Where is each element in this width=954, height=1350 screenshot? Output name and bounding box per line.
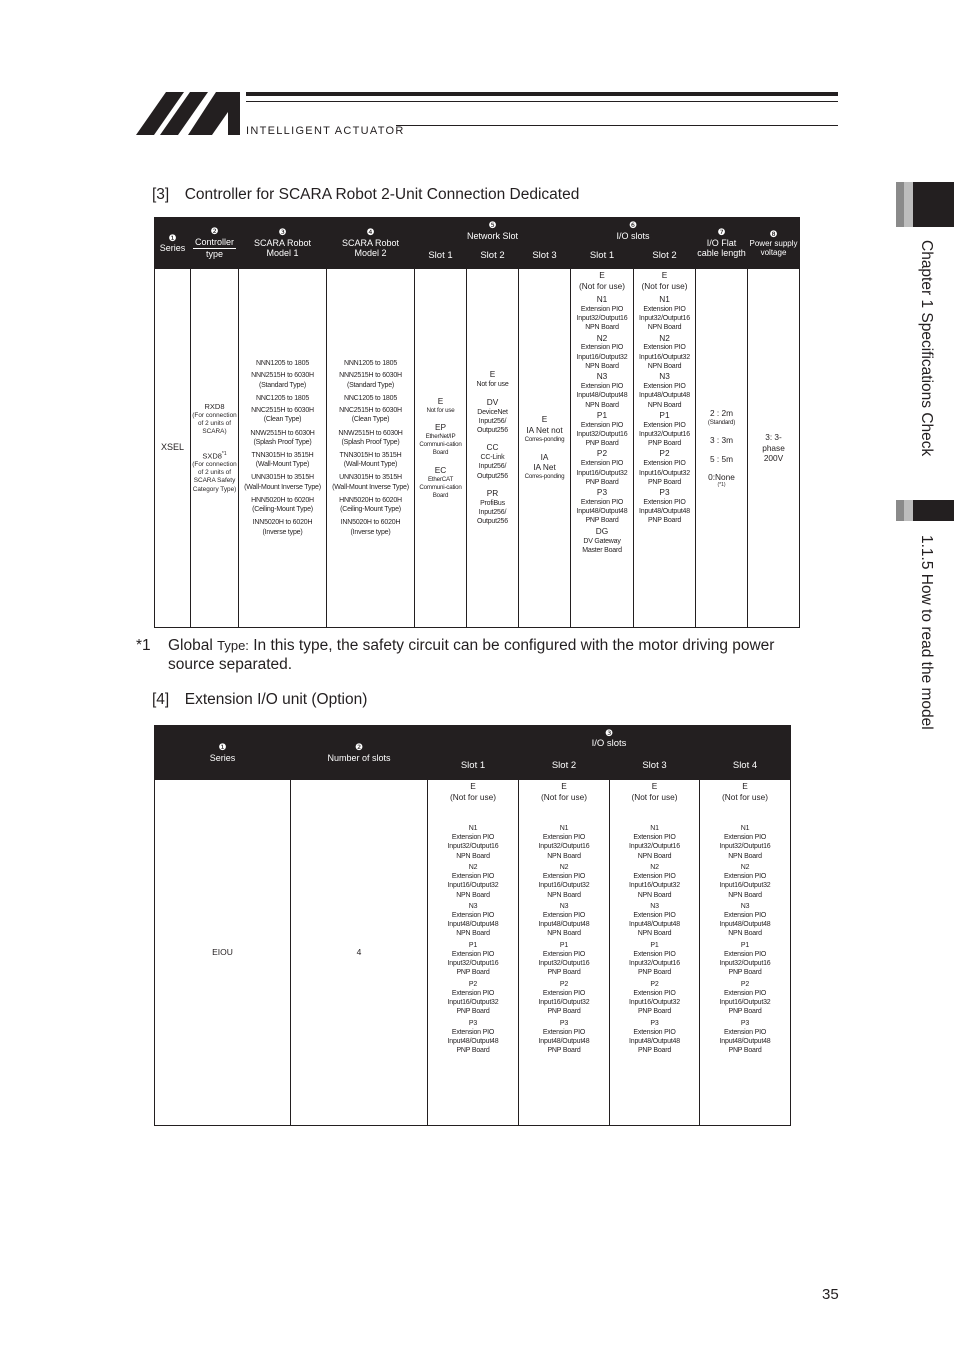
model1-option: NNN1205 to 1805	[255, 360, 310, 368]
io-option: DG DV Gateway Master Board	[582, 525, 622, 554]
io-option: P3 Extension PIO Input48/Output48 PNP Board	[576, 487, 628, 525]
section3-title: [3] Controller for SCARA Robot 2-Unit Connection Dedicated	[152, 186, 580, 203]
eiou-series-header: ❶ Series	[155, 726, 291, 780]
eiou-option: N1 Extension PIO Input32/Output16 NPN Board	[719, 824, 771, 860]
io-option: P2 Extension PIO Input16/Output32 PNP Board	[576, 448, 628, 486]
chapter-title: Chapter 1 Specifications Check	[918, 240, 935, 457]
chapter-tab	[896, 182, 954, 227]
eiou-option: N2 Extension PIO Input16/Output32 NPN Board	[629, 863, 680, 899]
eiou-slot2-header: Slot 2	[519, 753, 610, 780]
extension-io-table	[154, 725, 791, 1126]
network-option: EP EtherNet/IP Communi-cation Board	[419, 422, 462, 457]
io-option: E (Not for use)	[578, 270, 626, 291]
io-slot1-cell	[571, 269, 634, 628]
model2-option: INN5020H to 6020H (Inverse type)	[340, 519, 401, 536]
section-tab	[896, 500, 954, 521]
net-slot1-cell	[415, 269, 467, 628]
header-rule-mid	[246, 101, 838, 102]
eiou-option: P3 Extension PIO Input48/Output48 PNP Board	[629, 1019, 680, 1055]
series-header: ❶ Series	[155, 218, 191, 269]
model1-header: ❸ SCARA Robot Model 1	[239, 218, 327, 269]
voltage-cell: 3: 3-phase 200V	[748, 269, 800, 628]
io-option: N2 Extension PIO Input16/Output32 NPN Board	[576, 332, 628, 370]
eiou-option: E (Not for use)	[631, 781, 678, 802]
eiou-io-header: ❸ I/O slots	[428, 726, 791, 753]
eiou-option: E (Not for use)	[721, 781, 769, 802]
controller-type-header: ❷ Controller type	[191, 218, 239, 269]
logo-text: INTELLIGENT ACTUATOR	[246, 125, 405, 137]
network-option: PR ProfiBus Input256/ Output256	[477, 487, 508, 526]
cable-length-cell: 2 : 2m (Standard) 3 : 3m 5 : 5m 0:None (*1)	[696, 269, 748, 628]
io-option: P2 Extension PIO Input16/Output32 PNP Board	[639, 448, 690, 486]
model2-option: NNC2515H to 6030H (Clean Type)	[339, 407, 402, 424]
io-slot2-cell	[634, 269, 696, 628]
eiou-slot4-header: Slot 4	[700, 753, 791, 780]
eiou-option: N3 Extension PIO Input48/Output48 NPN Board	[538, 902, 590, 938]
controller-model-table	[154, 217, 800, 628]
eiou-option: N1 Extension PIO Input32/Output16 NPN Board	[447, 824, 499, 860]
eiou-option: P1 Extension PIO Input32/Output16 PNP Board	[538, 941, 590, 977]
eiou-option: E (Not for use)	[449, 781, 497, 802]
model1-option: HNN5020H to 6020H (Ceiling-Mount Type)	[251, 496, 314, 514]
eiou-option: P2 Extension PIO Input16/Output32 PNP Board	[629, 980, 680, 1016]
cable-length-header: ❼ I/O Flat cable length	[696, 218, 748, 269]
model1-option: NNC2515H to 6030H (Clean Type)	[251, 407, 314, 424]
eiou-slot1-cell	[428, 780, 519, 1126]
voltage-header: ❽ Power supply voltage	[748, 218, 800, 269]
header-rule-thick	[246, 92, 838, 96]
eiou-option: N2 Extension PIO Input16/Output32 NPN Board	[538, 863, 590, 899]
eiou-option: P2 Extension PIO Input16/Output32 PNP Board	[719, 980, 771, 1016]
io-option: E (Not for use)	[641, 270, 688, 291]
network-option: E Not for use	[426, 395, 455, 414]
eiou-option: P3 Extension PIO Input48/Output48 PNP Board	[538, 1019, 590, 1055]
io-option: P3 Extension PIO Input48/Output48 PNP Board	[639, 487, 690, 525]
eiou-slots-header: ❷ Number of slots	[291, 726, 428, 780]
eiou-option: P3 Extension PIO Input48/Output48 PNP Board	[447, 1019, 499, 1055]
model1-option: UNN3015H to 3515H (Wall-Mount Inverse Type)	[244, 474, 321, 491]
controller-type-cell: RXD8 (For connection of 2 units of SCARA) SXD8$^{*1}$ (For connection of 2 units of SCARA Safety Category Type)	[191, 269, 239, 628]
eiou-option: N3 Extension PIO Input48/Output48 NPN Board	[719, 902, 771, 938]
model1-option: NNN2515H to 6030H (Standard Type)	[251, 372, 314, 389]
model2-option: HNN5020H to 6020H (Ceiling-Mount Type)	[339, 496, 402, 514]
model2-option: UNN3015H to 3515H (Wall-Mount Inverse Type)	[332, 474, 409, 491]
eiou-option: N1 Extension PIO Input32/Output16 NPN Board	[538, 824, 590, 860]
eiou-slots-cell: 4	[291, 780, 428, 1126]
model2-option: NNW2515H to 6030H (Splash Proof Type)	[338, 429, 403, 446]
model1-option: TNN3015H to 3515H (Wall-Mount Type)	[251, 452, 314, 469]
network-option: EC EtherCAT Communi-cation Board	[419, 464, 462, 499]
net-slot2-header: Slot 2	[467, 244, 519, 269]
model2-option: NNC1205 to 1805	[343, 394, 398, 402]
io-slot2-header: Slot 2	[634, 244, 696, 269]
io-option: N2 Extension PIO Input16/Output32 NPN Board	[639, 332, 690, 370]
eiou-option: P2 Extension PIO Input16/Output32 PNP Board	[447, 980, 499, 1016]
eiou-option: P1 Extension PIO Input32/Output16 PNP Board	[629, 941, 680, 977]
model1-option: NNC1205 to 1805	[255, 394, 310, 402]
eiou-option: P1 Extension PIO Input32/Output16 PNP Board	[719, 941, 771, 977]
eiou-slot2-cell	[519, 780, 610, 1126]
eiou-option: N3 Extension PIO Input48/Output48 NPN Board	[447, 902, 499, 938]
eiou-slot3-cell	[610, 780, 700, 1126]
eiou-slot4-cell	[700, 780, 791, 1126]
page-number: 35	[822, 1286, 839, 1303]
eiou-option: N3 Extension PIO Input48/Output48 NPN Board	[629, 902, 680, 938]
io-option: N1 Extension PIO Input32/Output16 NPN Board	[576, 293, 628, 332]
net-slot3-cell: E IA Net not Corres-ponding IA IA Net Corres-ponding	[519, 269, 571, 628]
section-title: 1.1.5 How to read the model	[918, 535, 935, 730]
io-option: P1 Extension PIO Input32/Output16 PNP Board	[576, 409, 628, 448]
model2-option: TNN3015H to 3515H (Wall-Mount Type)	[339, 452, 402, 469]
model1-cell	[239, 269, 327, 628]
eiou-series-cell: EIOU	[155, 780, 291, 1126]
footnote-lead: Global	[168, 637, 213, 654]
io-option: N3 Extension PIO Input48/Output48 NPN Board	[639, 371, 690, 409]
net-slot2-cell	[467, 269, 519, 628]
footnote-type: Type:	[217, 638, 249, 653]
model2-option: NNN2515H to 6030H (Standard Type)	[339, 372, 402, 389]
model2-header: ❹ SCARA Robot Model 2	[327, 218, 415, 269]
section4-title: [4] Extension I/O unit (Option)	[152, 691, 368, 708]
footnote-mark: *1	[136, 637, 151, 654]
model1-option: INN5020H to 6020H (Inverse type)	[252, 519, 313, 536]
net-slot3-header: Slot 3	[519, 244, 571, 269]
net-slot1-header: Slot 1	[415, 244, 467, 269]
io-option: N3 Extension PIO Input48/Output48 NPN Board	[576, 371, 628, 409]
eiou-option: N2 Extension PIO Input16/Output32 NPN Board	[719, 863, 771, 899]
network-option: CC CC-Link Input256/ Output256	[477, 442, 508, 480]
io-option: P1 Extension PIO Input32/Output16 PNP Board	[639, 409, 690, 448]
eiou-option: N1 Extension PIO Input32/Output16 NPN Board	[629, 824, 680, 860]
model2-cell	[327, 269, 415, 628]
io-option: N1 Extension PIO Input32/Output16 NPN Board	[639, 293, 690, 332]
io-slots-header: ❻ I/O slots	[571, 218, 696, 244]
eiou-option: P2 Extension PIO Input16/Output32 PNP Board	[538, 980, 590, 1016]
network-option: DV DeviceNet Input256/ Output256	[477, 396, 508, 435]
model1-option: NNW2515H to 6030H (Splash Proof Type)	[250, 429, 315, 446]
iai-logo-mark	[136, 92, 242, 136]
eiou-option: P1 Extension PIO Input32/Output16 PNP Board	[447, 941, 499, 977]
header-rule-thin	[396, 125, 838, 126]
model2-option: NNN1205 to 1805	[343, 360, 398, 368]
eiou-slot3-header: Slot 3	[610, 753, 700, 780]
eiou-option: E (Not for use)	[540, 781, 588, 802]
footnote-text: In this type, the safety circuit can be configured with the motor driving power source separated.	[168, 637, 775, 673]
io-slot1-header: Slot 1	[571, 244, 634, 269]
eiou-option: N2 Extension PIO Input16/Output32 NPN Board	[447, 863, 499, 899]
eiou-option: P3 Extension PIO Input48/Output48 PNP Board	[719, 1019, 771, 1055]
network-slot-header: ❺ Network Slot	[415, 218, 571, 244]
series-cell: XSEL	[155, 269, 191, 628]
network-option: E Not for use	[476, 369, 509, 389]
eiou-slot1-header: Slot 1	[428, 753, 519, 780]
